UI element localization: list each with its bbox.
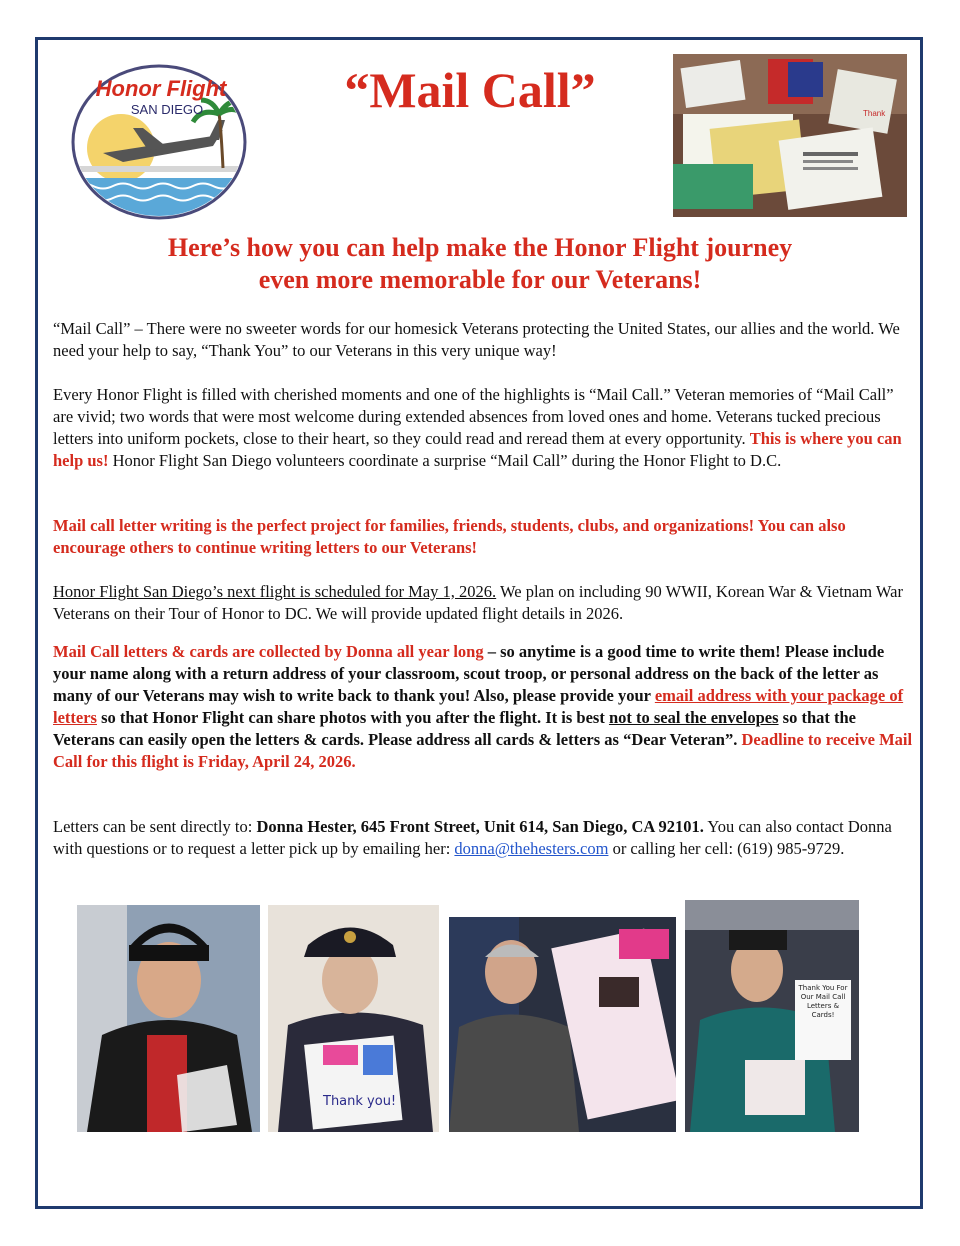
logo-text-san-diego: SAN DIEGO [130, 102, 204, 117]
deadline-notice: Deadline to receive Mail Call for this flight is Friday, April 24, 2026. [53, 730, 913, 771]
email-package-note: email address with your package of letters [53, 686, 904, 727]
veteran-photo-3 [449, 917, 676, 1132]
instructions-text-a: – so anytime is a good time to write them! Please include your name along with a return address of your classroom, scout troop, or personal address on the back of the letter as many of our Veterans may wish to write back to thank you! Also, please provide your [53, 642, 885, 705]
thank-you-sign-text: Thank You For Our Mail Call Letters & Cards! [798, 984, 848, 1019]
subheading-line2: even more memorable for our Veterans! [258, 265, 702, 294]
veteran-photo-1 [77, 905, 260, 1132]
honor-flight-logo [63, 58, 255, 220]
veteran-photo-2 [268, 905, 439, 1132]
next-flight-details: We plan on including 90 WWII, Korean War & Vietnam War Veterans on their Tour of Honor to DC. We will provide updated flight details in 2026. [53, 582, 903, 623]
contact-text-c: or calling her cell: (619) 985-9729. [608, 839, 845, 858]
next-flight-date: Honor Flight San Diego’s next flight is scheduled for May 1, 2026. [53, 582, 497, 601]
svg-text:Thank: Thank [863, 109, 886, 118]
letters-pile-photo [673, 54, 907, 217]
contact-text-a: Letters can be sent directly to: [53, 817, 257, 836]
page-title: “Mail Call” [344, 62, 596, 118]
not-seal-note: not to seal the envelopes [608, 708, 779, 727]
highlights-text: Every Honor Flight is filled with cherished moments and one of the highlights is “Mail Call.” Veteran memories of “Mail Call” are vivid; two words that were most welcome during extended absences from loved ones and home. Veterans tucked precious letters into uniform pockets, close to their heart, so they could read and reread them at every opportunity. [53, 385, 894, 448]
instructions-paragraph [53, 641, 913, 773]
highlights-paragraph [53, 384, 913, 472]
subheading [60, 232, 900, 296]
thank-you-card-text: Thank you! [323, 1094, 397, 1109]
contact-paragraph [53, 816, 913, 860]
veteran-photo-4 [685, 900, 859, 1132]
logo-text-honor-flight: Honor Flight [95, 76, 227, 101]
instructions-text-b: so that Honor Flight can share photos with you after the flight. It is best [96, 708, 609, 727]
subheading-line1: Here’s how you can help make the Honor Flight journey [167, 233, 793, 262]
mailing-address: Donna Hester, 645 Front Street, Unit 614, San Diego, CA 92101. [256, 817, 704, 836]
email-link[interactable]: donna@thehesters.com [454, 839, 609, 858]
help-us-callout: This is where you can help us! [53, 429, 902, 470]
next-flight-paragraph [53, 581, 913, 625]
intro-paragraph: “Mail Call” – There were no sweeter words for our homesick Veterans protecting the United States, our allies and the world. We need your help to say, “Thank You” to our Veterans in this very unique way! [53, 319, 900, 360]
letter-writing-callout: Mail call letter writing is the perfect project for families, friends, students, clubs, and organizations! You can also encourage others to continue writing letters to our Veterans! [53, 516, 846, 557]
collection-notice: Mail Call letters & cards are collected by Donna all year long [53, 642, 484, 661]
volunteers-text: Honor Flight San Diego volunteers coordinate a surprise “Mail Call” during the Honor Flight to D.C. [108, 451, 782, 470]
contact-text-b: You can also contact Donna with questions or to request a letter pick up by emailing her: [53, 817, 892, 858]
instructions-text-c: so that the Veterans can easily open the letters & cards. Please address all cards & letters as “Dear Veteran”. [53, 708, 856, 749]
